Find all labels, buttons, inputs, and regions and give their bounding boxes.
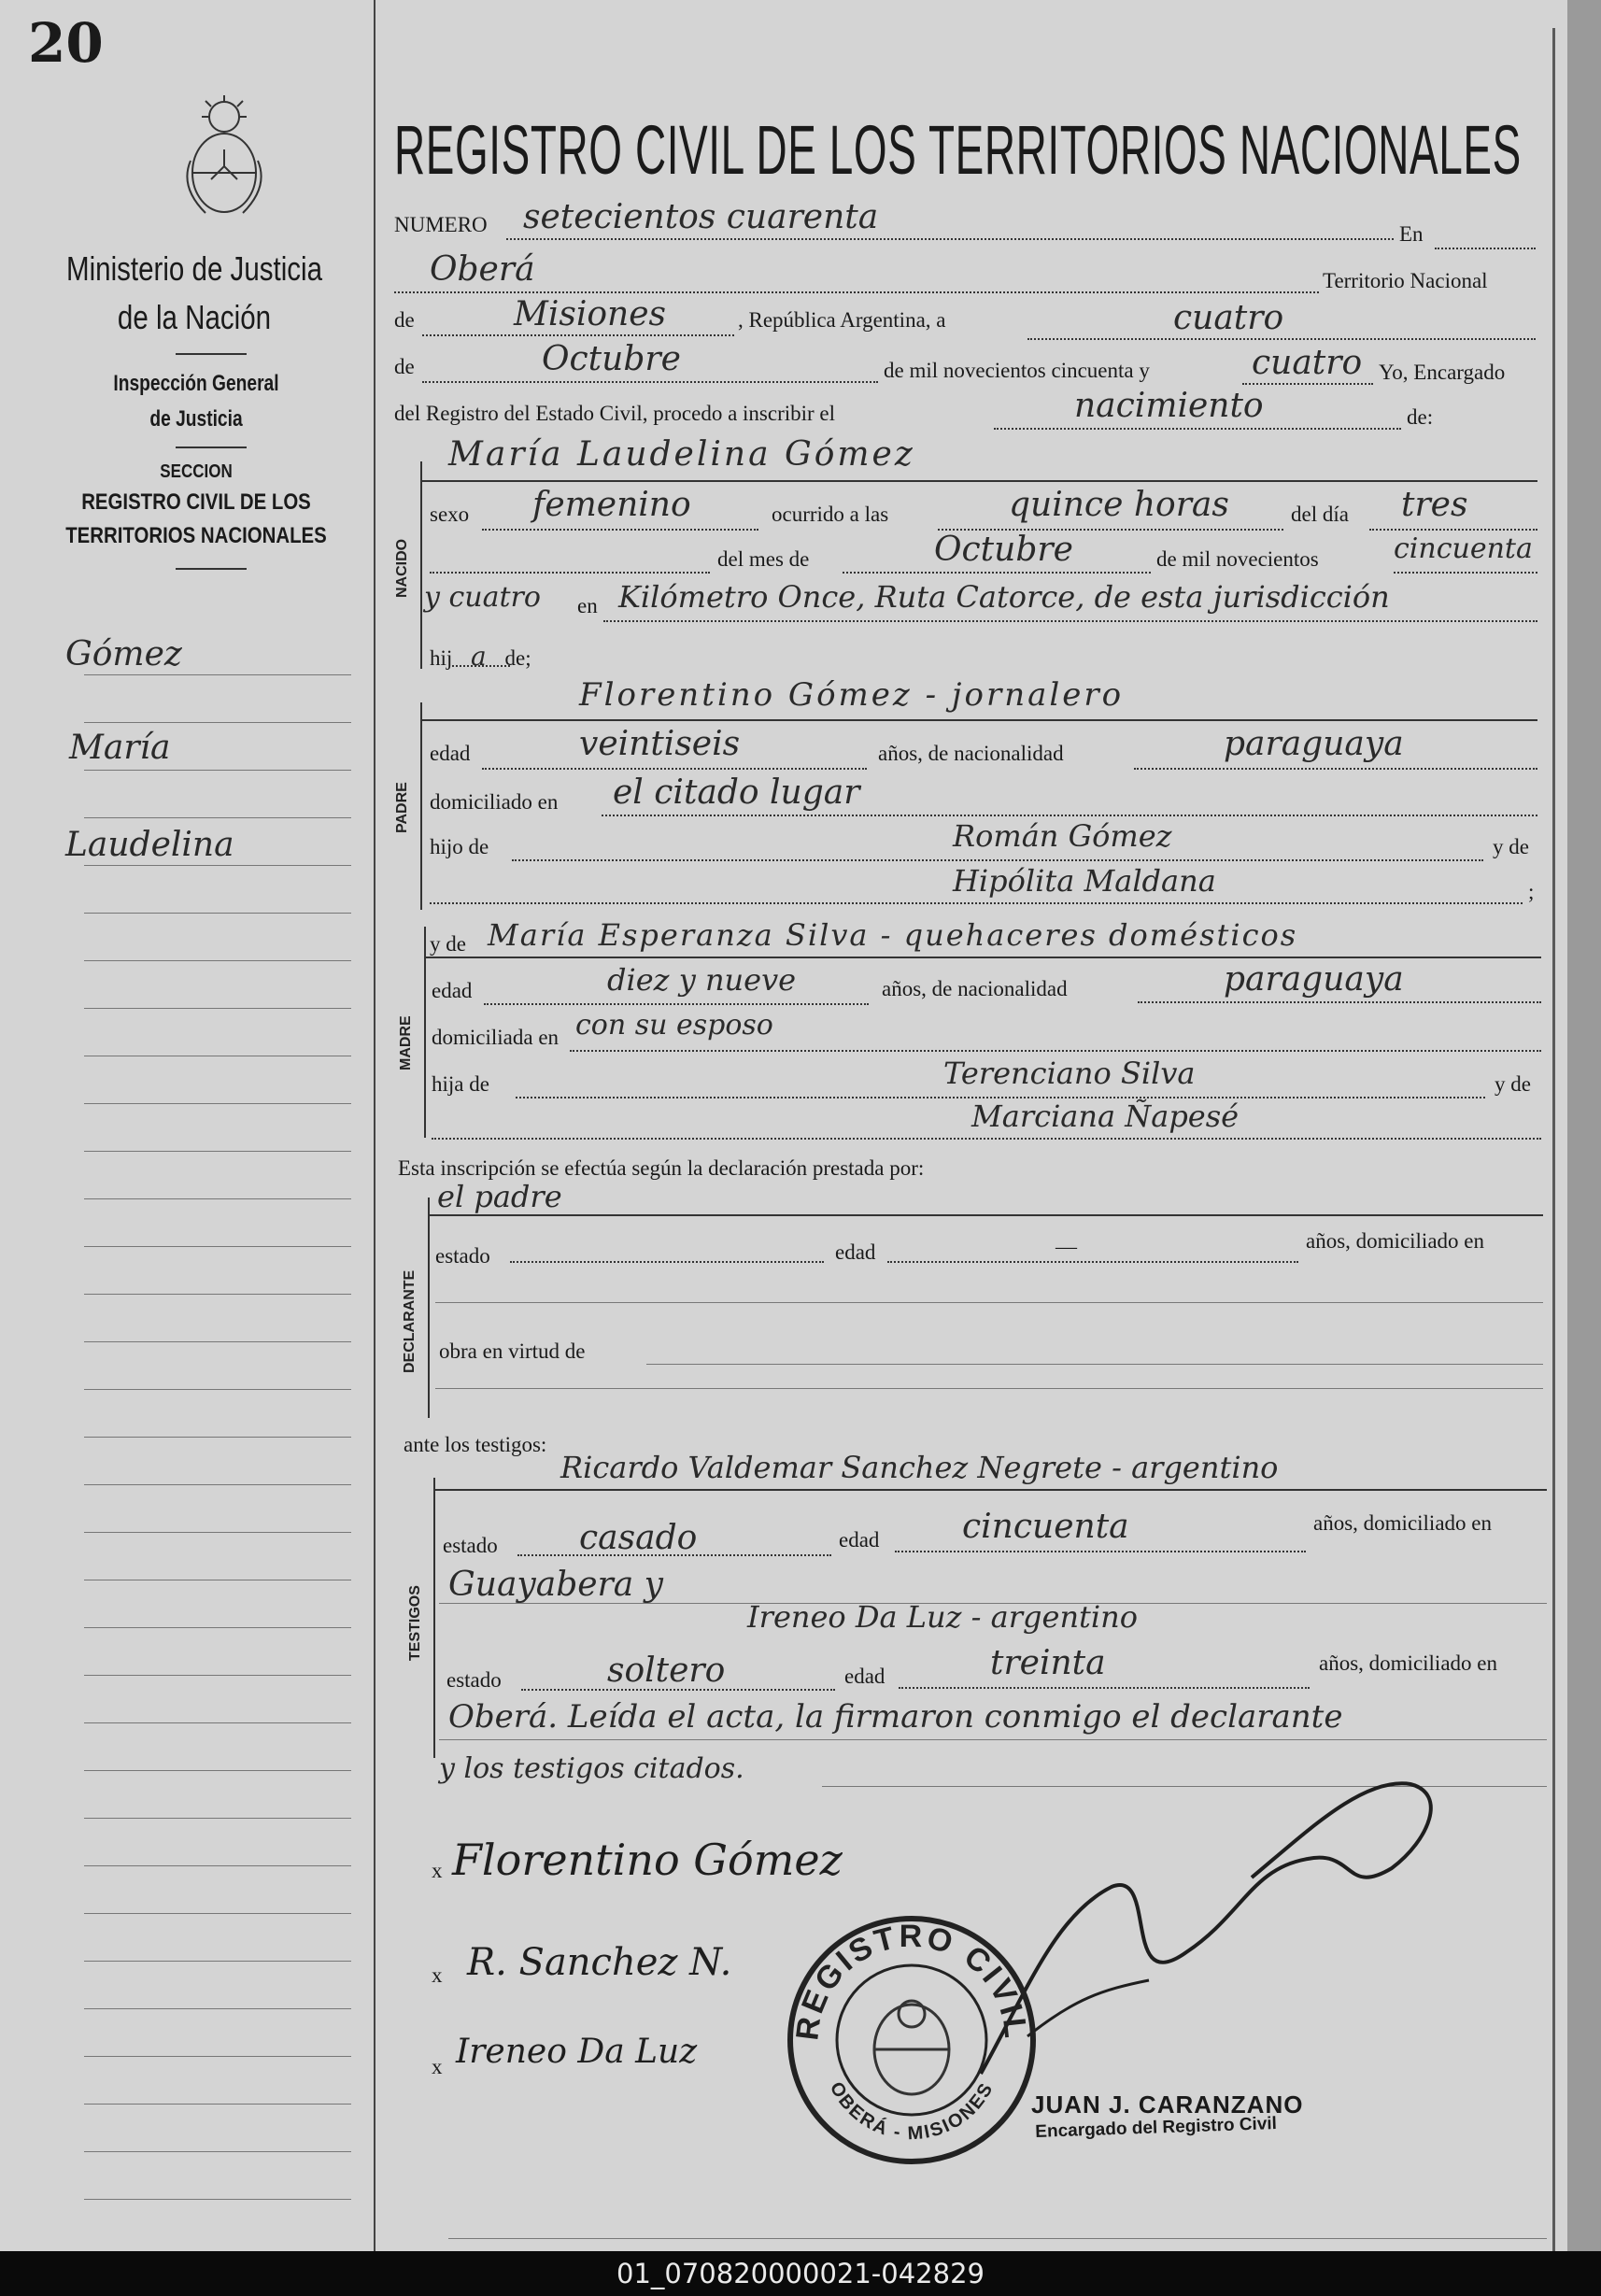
- officer-name: JUAN J. CARANZANO: [1031, 2090, 1304, 2119]
- index-ruled-line: [84, 2104, 351, 2105]
- lugar-line: [603, 620, 1537, 622]
- index-surname: Gómez: [65, 635, 182, 673]
- signature-3: Ireneo Da Luz: [456, 2033, 698, 2071]
- padre-edad-value: veintiseis: [579, 725, 741, 763]
- declarante-obra-line: [646, 1364, 1543, 1365]
- hij-prefix: hij: [430, 646, 453, 670]
- madre-nacionalidad-line: [1138, 1001, 1541, 1003]
- del-dia-label: del día: [1291, 503, 1349, 526]
- mes-line: [843, 572, 1151, 574]
- declarante-intro: Esta inscripción se efectúa según la declaración prestada por:: [398, 1156, 925, 1180]
- index-ruled-line: [84, 1961, 351, 1962]
- padre-madre-value: Hipólita Maldana: [953, 863, 1216, 899]
- index-ruled-line: [84, 1627, 351, 1628]
- page-bottom-line: [448, 2238, 1547, 2239]
- month-value: Octubre: [542, 340, 681, 378]
- stamp-emblem-icon: [874, 2001, 949, 2094]
- signature-1: Florentino Gómez: [452, 1835, 843, 1885]
- inspection-line-2: de Justicia: [149, 406, 243, 432]
- act-value: nacimiento: [1074, 387, 1264, 425]
- index-ruled-line: [84, 2008, 351, 2009]
- padre-hijo-de-line: [512, 859, 1483, 861]
- padre-edad-line: [482, 768, 867, 770]
- madre-edad-label: edad: [432, 979, 473, 1002]
- sidebar-rule: [176, 568, 247, 570]
- index-ruled-line: [84, 1198, 351, 1199]
- hora-value: quince horas: [1009, 486, 1229, 524]
- de-label: de: [394, 355, 415, 378]
- sexo-label: sexo: [430, 503, 470, 526]
- testigo-1-estado-label: estado: [443, 1534, 498, 1557]
- index-name-1: María: [69, 729, 171, 767]
- index-ruled-line: [84, 817, 351, 818]
- coat-of-arms-icon: [177, 93, 271, 224]
- hij-value: a: [471, 641, 487, 672]
- madre-section-label: MADRE: [398, 1015, 414, 1070]
- index-ruled-line: [84, 913, 351, 914]
- dia-cont-line: [430, 572, 710, 574]
- index-ruled-line: [84, 865, 351, 866]
- file-id-footer: [0, 2251, 1601, 2296]
- anio-line: [1394, 572, 1537, 574]
- declarante-extra-line: [435, 1388, 1543, 1389]
- closing-line-1: Oberá. Leída el acta, la firmaron conmigo el declarante: [448, 1698, 1343, 1736]
- declarante-anios-label: años, domiciliado en: [1306, 1229, 1484, 1253]
- testigos-intro: ante los testigos:: [404, 1433, 547, 1456]
- hij-label: [430, 641, 531, 672]
- declarante-edad-line: [887, 1261, 1298, 1263]
- en-line: [1435, 248, 1536, 249]
- padre-padre-value: Román Gómez: [953, 818, 1172, 854]
- testigo-2-edad-value: treinta: [990, 1644, 1106, 1682]
- en-label: en: [577, 594, 598, 617]
- ministry-line-2: de la Nación: [117, 298, 272, 336]
- svg-text:OBERÁ - MISIONES: [826, 2078, 998, 2144]
- declarante-edad-dash: —: [1056, 1235, 1077, 1258]
- padre-nacionalidad-line: [1134, 768, 1537, 770]
- month-line: [422, 381, 878, 383]
- inspection-line-1: Inspección General: [113, 371, 279, 396]
- dia-value: tres: [1401, 486, 1468, 524]
- closing-line-1-rule: [439, 1739, 1547, 1740]
- page-shadow: [1567, 0, 1601, 2251]
- section-title: [62, 458, 332, 553]
- numero-value: setecientos cuarenta: [523, 198, 879, 236]
- inspection-title: [69, 366, 323, 437]
- padre-madre-line: [430, 902, 1523, 904]
- page-edge: [1552, 28, 1555, 2251]
- padre-name: Florentino Gómez - jornalero: [579, 676, 1125, 714]
- index-ruled-line: [84, 2199, 351, 2200]
- ministry-line-1: Ministerio de Justicia: [66, 249, 322, 288]
- stamp-top-text: REGISTRO CIVIL: [789, 1918, 1034, 2043]
- territorio-label: Territorio Nacional: [1323, 269, 1488, 292]
- testigo-1-name-line: [435, 1489, 1547, 1491]
- numero-label: NUMERO: [394, 213, 488, 236]
- madre-madre-value: Marciana Ñapesé: [971, 1098, 1240, 1134]
- index-ruled-line: [84, 2151, 351, 2152]
- nacido-section-label: NACIDO: [394, 538, 410, 598]
- index-ruled-line: [84, 770, 351, 771]
- index-name-2: Laudelina: [65, 826, 234, 864]
- republica-label: , República Argentina, a: [738, 308, 946, 332]
- index-ruled-line: [84, 1008, 351, 1009]
- testigo-2-estado-label: estado: [446, 1668, 502, 1692]
- svg-text:REGISTRO CIVIL: [789, 1919, 1033, 2042]
- index-ruled-line: [84, 1103, 351, 1104]
- sidebar-rule: [176, 446, 247, 448]
- territory-line: [422, 334, 734, 336]
- testigo-2-edad-label: edad: [844, 1665, 886, 1688]
- registry-label: del Registro del Estado Civil, procedo a inscribir el: [394, 402, 836, 425]
- signature-mark-2: x: [432, 1963, 443, 1987]
- document-title: REGISTRO CIVIL DE LOS TERRITORIOS NACIONALES: [394, 111, 1522, 189]
- padre-nacionalidad-label: años, de nacionalidad: [878, 742, 1064, 765]
- officer-title: Encargado del Registro Civil: [1035, 2113, 1278, 2142]
- madre-name-line: [426, 957, 1541, 958]
- declarante-domicilio-line: [435, 1302, 1543, 1303]
- index-ruled-line: [84, 1437, 351, 1438]
- index-ruled-line: [84, 1818, 351, 1819]
- padre-hijo-de-label: hijo de: [430, 835, 489, 858]
- year-value: cuatro: [1252, 344, 1363, 382]
- index-ruled-line: [84, 1675, 351, 1676]
- de-mil-label: de mil novecientos: [1156, 547, 1319, 571]
- nacido-bracket: [420, 461, 422, 669]
- testigo-2-edad-line: [899, 1687, 1310, 1689]
- testigo-1-edad-label: edad: [839, 1528, 880, 1552]
- index-ruled-line: [84, 1484, 351, 1485]
- padre-domicilio-line: [602, 815, 1537, 816]
- madre-nacionalidad-label: años, de nacionalidad: [882, 977, 1068, 1000]
- stamp-bottom-text: OBERÁ - MISIONES: [825, 2078, 999, 2145]
- del-mes-label: del mes de: [717, 547, 810, 571]
- testigos-section-label: TESTIGOS: [407, 1585, 423, 1661]
- declarante-estado-line: [510, 1261, 824, 1263]
- index-ruled-line: [84, 674, 351, 675]
- signature-mark-3: x: [432, 2055, 443, 2078]
- file-id: 01_070820000021-042829: [616, 2258, 985, 2289]
- day-value: cuatro: [1173, 299, 1284, 337]
- year-line: [1242, 383, 1373, 385]
- testigo-2-estado-value: soltero: [607, 1651, 726, 1690]
- index-ruled-line: [84, 1865, 351, 1866]
- mes-value: Octubre: [934, 531, 1073, 569]
- sexo-value: femenino: [532, 486, 691, 524]
- madre-hija-de-label: hija de: [432, 1072, 489, 1096]
- declarante-estado-label: estado: [435, 1244, 490, 1268]
- madre-domicilio-line: [570, 1050, 1541, 1052]
- index-ruled-line: [84, 1341, 351, 1342]
- place-line: [394, 291, 1319, 293]
- testigo-2-anios-label: años, domiciliado en: [1319, 1651, 1497, 1675]
- hij-suffix: de;: [504, 646, 531, 670]
- nacido-name: María Laudelina Gómez: [448, 435, 915, 474]
- padre-bracket: [420, 702, 422, 910]
- padre-semicolon: ;: [1528, 880, 1535, 903]
- year-label: de mil novecientos cincuenta y: [884, 359, 1150, 382]
- section-heading: SECCION: [160, 461, 233, 482]
- padre-name-line: [422, 719, 1537, 721]
- index-ruled-line: [84, 1913, 351, 1914]
- official-stamp: [781, 1909, 1042, 2171]
- signature-mark-1: x: [432, 1859, 443, 1882]
- declarante-value: el padre: [437, 1179, 562, 1214]
- testigo-1-edad-value: cincuenta: [962, 1508, 1129, 1546]
- index-ruled-line: [84, 2056, 351, 2057]
- index-ruled-line: [84, 1294, 351, 1295]
- madre-name: María Esperanza Silva - quehaceres domésticos: [488, 917, 1298, 953]
- anio-value-2: y cuatro: [424, 581, 541, 614]
- declarante-obra-label: obra en virtud de: [439, 1339, 586, 1363]
- yo-label: Yo, Encargado: [1379, 361, 1506, 384]
- page-number: 20: [28, 11, 104, 75]
- padre-nacionalidad-value: paraguaya: [1224, 725, 1404, 763]
- padre-edad-label: edad: [430, 742, 471, 765]
- testigo-1-edad-line: [895, 1551, 1306, 1552]
- madre-padre-value: Terenciano Silva: [943, 1056, 1196, 1091]
- madre-y-de-label: y de: [430, 932, 466, 956]
- dia-line: [1369, 529, 1537, 531]
- nacido-name-line: [422, 480, 1537, 482]
- declarante-name-line: [430, 1214, 1543, 1216]
- index-ruled-line: [84, 1722, 351, 1723]
- sidebar-divider: [374, 0, 375, 2251]
- en-label: En: [1399, 222, 1424, 246]
- madre-madre-line: [432, 1138, 1541, 1140]
- madre-edad-value: diez y nueve: [607, 962, 797, 998]
- lugar-value: Kilómetro Once, Ruta Catorce, de esta jurisdicción: [618, 579, 1390, 615]
- numero-line: [506, 238, 1394, 240]
- padre-domicilio-value: el citado lugar: [613, 773, 860, 812]
- testigo-1-estado-value: casado: [579, 1519, 698, 1557]
- declarante-bracket: [428, 1198, 430, 1418]
- index-ruled-line: [84, 1151, 351, 1152]
- padre-domicilio-label: domiciliado en: [430, 790, 559, 814]
- declarante-edad-label: edad: [835, 1240, 876, 1264]
- testigo-1-anios-label: años, domiciliado en: [1313, 1511, 1492, 1535]
- testigo-2-name: Ireneo Da Luz - argentino: [747, 1599, 1139, 1635]
- index-ruled-line: [84, 1246, 351, 1247]
- declarante-section-label: DECLARANTE: [402, 1269, 418, 1373]
- sidebar-rule: [176, 353, 247, 355]
- day-line: [1027, 338, 1536, 340]
- sexo-line: [482, 529, 758, 531]
- ministry-title: [58, 245, 331, 342]
- madre-domicilio-value: con su esposo: [575, 1009, 773, 1042]
- padre-y-de-label: y de: [1493, 835, 1529, 858]
- index-ruled-line: [84, 722, 351, 723]
- territory-value: Misiones: [514, 295, 667, 333]
- section-line-2: TERRITORIOS NACIONALES: [65, 523, 327, 548]
- madre-edad-line: [484, 1003, 869, 1005]
- testigos-bracket: [433, 1478, 435, 1758]
- ocurrido-label: ocurrido a las: [772, 503, 889, 526]
- index-ruled-line: [84, 960, 351, 961]
- place-value: Oberá: [430, 250, 535, 289]
- hij-line: [452, 665, 510, 667]
- madre-domicilio-label: domiciliada en: [432, 1026, 560, 1049]
- index-ruled-line: [84, 1532, 351, 1533]
- de-label: de: [394, 308, 415, 332]
- index-ruled-line: [84, 1389, 351, 1390]
- act-line: [994, 428, 1401, 430]
- anio-value-1: cincuenta: [1394, 532, 1533, 565]
- madre-y-de-label-2: y de: [1495, 1072, 1531, 1096]
- section-line-1: REGISTRO CIVIL DE LOS: [81, 489, 311, 515]
- signature-2: R. Sanchez N.: [467, 1941, 732, 1984]
- closing-line-2: y los testigos citados.: [439, 1752, 744, 1785]
- de-colon-label: de:: [1407, 405, 1434, 429]
- madre-nacionalidad-value: paraguaya: [1224, 960, 1404, 999]
- testigo-1-name: Ricardo Valdemar Sanchez Negrete - argentino: [560, 1450, 1279, 1485]
- testigo-1-domicilio: Guayabera y: [448, 1566, 664, 1604]
- padre-section-label: PADRE: [394, 782, 410, 833]
- index-ruled-line: [84, 1770, 351, 1771]
